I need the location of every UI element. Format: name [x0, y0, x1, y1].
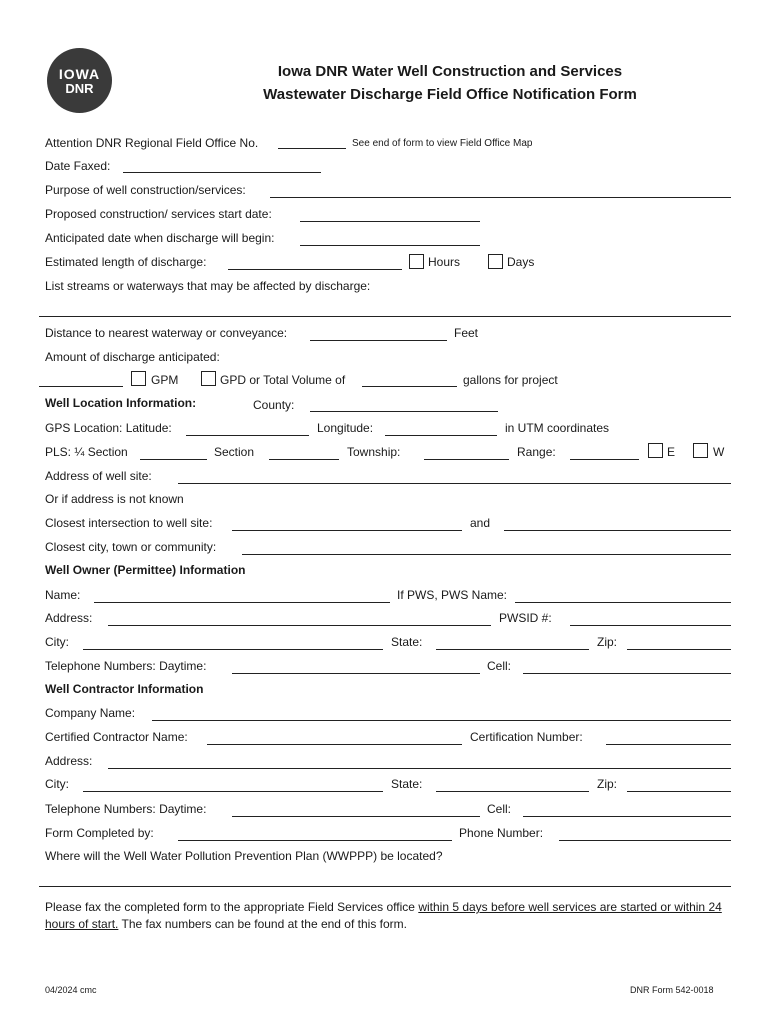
streams-field[interactable] — [39, 316, 731, 317]
east-checkbox[interactable] — [648, 443, 663, 458]
pwsid-field[interactable] — [570, 625, 731, 626]
longitude-label: Longitude: — [317, 421, 374, 435]
owner-phone-field[interactable] — [232, 673, 480, 674]
owner-zip-label: Zip: — [597, 635, 618, 649]
contractor-city-field[interactable] — [83, 791, 383, 792]
purpose-field[interactable] — [270, 197, 731, 198]
longitude-field[interactable] — [385, 435, 497, 436]
section-field[interactable] — [269, 459, 339, 460]
discharge-begin-field[interactable] — [300, 245, 480, 246]
discharge-begin-label: Anticipated date when discharge will begin: — [45, 231, 275, 245]
footer-form-number: DNR Form 542-0018 — [630, 985, 714, 995]
days-label: Days — [507, 255, 535, 269]
east-label: E — [667, 445, 676, 459]
certified-contractor-field[interactable] — [207, 744, 462, 745]
pws-name-label: If PWS, PWS Name: — [397, 588, 508, 602]
closest-city-label: Closest city, town or community: — [45, 540, 217, 554]
form-completed-by-label: Form Completed by: — [45, 826, 154, 840]
contractor-cell-field[interactable] — [523, 816, 731, 817]
start-date-label: Proposed construction/ services start date: — [45, 207, 272, 221]
date-faxed-label: Date Faxed: — [45, 159, 111, 173]
form-completed-by-field[interactable] — [178, 840, 452, 841]
wwppp-location-field[interactable] — [39, 886, 731, 887]
owner-cell-label: Cell: — [487, 659, 512, 673]
certification-number-label: Certification Number: — [470, 730, 583, 744]
iowa-dnr-logo — [47, 48, 112, 113]
fax-instructions-text1: Please fax the completed form to the appropriate Field Services office — [45, 900, 419, 914]
address-unknown-label: Or if address is not known — [45, 492, 184, 506]
contractor-phone-label: Telephone Numbers: Daytime: — [45, 802, 207, 816]
contractor-cell-label: Cell: — [487, 802, 512, 816]
discharge-length-field[interactable] — [228, 269, 402, 270]
attention-label: Attention DNR Regional Field Office No. — [45, 136, 259, 150]
pls-quarter-section-label: PLS: ¼ Section — [45, 445, 128, 459]
contractor-address-label: Address: — [45, 754, 93, 768]
fax-instructions-text2: The fax numbers can be found at the end of this form. — [118, 917, 407, 931]
logo-line2: DNR — [65, 81, 94, 96]
owner-name-field[interactable] — [94, 602, 390, 603]
contractor-zip-field[interactable] — [627, 791, 731, 792]
distance-label: Distance to nearest waterway or conveyance: — [45, 326, 288, 340]
start-date-field[interactable] — [300, 221, 480, 222]
intersection-street2-field[interactable] — [504, 530, 731, 531]
and-label: and — [470, 516, 491, 530]
streams-label: List streams or waterways that may be affected by discharge: — [45, 279, 371, 293]
phone-number-label: Phone Number: — [459, 826, 544, 840]
owner-name-label: Name: — [45, 588, 81, 602]
contractor-state-field[interactable] — [436, 791, 589, 792]
latitude-field[interactable] — [186, 435, 309, 436]
date-faxed-field[interactable] — [123, 172, 321, 173]
intersection-label: Closest intersection to well site: — [45, 516, 213, 530]
intersection-street1-field[interactable] — [232, 530, 462, 531]
contractor-zip-label: Zip: — [597, 777, 618, 791]
west-checkbox[interactable] — [693, 443, 708, 458]
range-field[interactable] — [570, 459, 639, 460]
county-label: County: — [253, 398, 295, 412]
gpd-checkbox[interactable] — [201, 371, 216, 386]
owner-address-label: Address: — [45, 611, 93, 625]
owner-phone-label: Telephone Numbers: Daytime: — [45, 659, 207, 673]
pwsid-label: PWSID #: — [499, 611, 552, 625]
form-title-line1: Iowa DNR Water Well Construction and Services — [277, 63, 623, 80]
well-site-address-field[interactable] — [178, 483, 731, 484]
township-field[interactable] — [424, 459, 509, 460]
certification-number-field[interactable] — [606, 744, 731, 745]
discharge-length-label: Estimated length of discharge: — [45, 255, 207, 269]
contractor-heading: Well Contractor Information — [45, 682, 204, 696]
owner-city-field[interactable] — [83, 649, 383, 650]
hours-checkbox[interactable] — [409, 254, 424, 269]
owner-address-field[interactable] — [108, 625, 491, 626]
owner-state-field[interactable] — [436, 649, 589, 650]
total-volume-field[interactable] — [362, 386, 457, 387]
section-label: Section — [214, 445, 255, 459]
contractor-city-label: City: — [45, 777, 69, 791]
purpose-label: Purpose of well construction/services: — [45, 183, 246, 197]
amount-label: Amount of discharge anticipated: — [45, 350, 220, 364]
contractor-address-field[interactable] — [108, 768, 731, 769]
gallons-label: gallons for project — [463, 373, 558, 387]
utm-label: in UTM coordinates — [505, 421, 610, 435]
county-field[interactable] — [310, 411, 498, 412]
contractor-phone-field[interactable] — [232, 816, 480, 817]
gpm-checkbox[interactable] — [131, 371, 146, 386]
owner-city-label: City: — [45, 635, 69, 649]
quarter-section-field[interactable] — [140, 459, 207, 460]
contractor-state-label: State: — [391, 777, 423, 791]
well-location-heading: Well Location Information: — [45, 396, 197, 410]
hours-label: Hours — [428, 255, 461, 269]
field-office-no-field[interactable] — [278, 148, 346, 149]
days-checkbox[interactable] — [488, 254, 503, 269]
owner-zip-field[interactable] — [627, 649, 731, 650]
company-name-field[interactable] — [152, 720, 731, 721]
closest-city-field[interactable] — [242, 554, 731, 555]
feet-label: Feet — [454, 326, 479, 340]
township-label: Township: — [347, 445, 401, 459]
footer-revision: 04/2024 cmc — [45, 985, 97, 995]
company-name-label: Company Name: — [45, 706, 136, 720]
owner-cell-field[interactable] — [523, 673, 731, 674]
field-office-map-note: See end of form to view Field Office Map — [352, 138, 533, 149]
well-site-address-label: Address of well site: — [45, 469, 152, 483]
gpm-amount-field[interactable] — [39, 386, 123, 387]
wwppp-location-label: Where will the Well Water Pollution Prevention Plan (WWPPP) be located? — [45, 849, 443, 863]
fax-deadline-text: within 5 days before well services are started or within 24 hours of start. — [45, 900, 722, 931]
logo-line1: IOWA — [58, 66, 101, 82]
gps-latitude-label: GPS Location: Latitude: — [45, 421, 172, 435]
distance-field[interactable] — [310, 340, 447, 341]
owner-state-label: State: — [391, 635, 423, 649]
certified-contractor-label: Certified Contractor Name: — [45, 730, 188, 744]
gpd-label: GPD or Total Volume of — [220, 373, 346, 387]
form-title-line2: Wastewater Discharge Field Office Notification Form — [263, 86, 637, 103]
pws-name-field[interactable] — [515, 602, 731, 603]
fax-instructions — [45, 899, 735, 933]
west-label: W — [713, 445, 725, 459]
owner-heading: Well Owner (Permittee) Information — [45, 563, 246, 577]
gpm-label: GPM — [151, 373, 179, 387]
range-label: Range: — [517, 445, 556, 459]
phone-number-field[interactable] — [559, 840, 731, 841]
